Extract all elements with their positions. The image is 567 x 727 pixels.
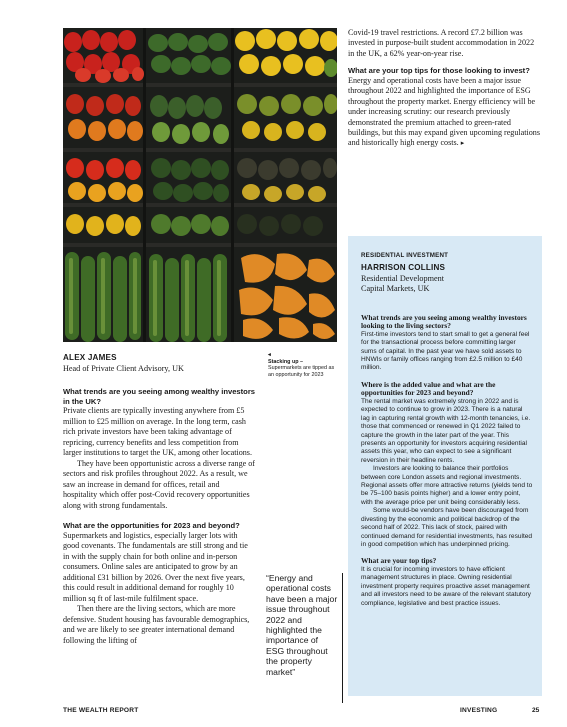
author-name: ALEX JAMES	[63, 353, 117, 362]
answer-2-paragraph-1: The rental market was extremely strong in 2022 and is expected to continue to grow in 2023. There is a natural lag in capturing rental growth with 12-month tenancies, i.e. those that commenced or renewed in Q1 2022 failed to capture the growth in the later part of the year. This presents an opportunity for investors acquiring residential assets this year, who can expect to see a significant reversion in their headline rents.	[361, 398, 531, 464]
answer-3: It is crucial for incoming investors to have efficient management structures in place. Owning residential investment property requires proactive asset management and all investors need to be aware of the relevant statutory compliance, legislative and best practice issues.	[361, 565, 531, 607]
question-3: What are your top tips?	[361, 556, 437, 566]
question-1: What trends are you seeing among wealthy investors in the UK?	[63, 387, 256, 406]
left-column	[63, 353, 255, 646]
residential-investment-box	[348, 236, 542, 696]
page-number: 25	[532, 707, 540, 714]
footer-publication: THE WEALTH REPORT	[63, 707, 139, 714]
answer-2-paragraph-2: Then there are the living sectors, which are more defensive. Student housing has favourable demographics, and we are likely to see greater international demand following the lifting of	[63, 604, 250, 645]
author-name: HARRISON COLLINS	[361, 263, 446, 272]
supermarket-produce-photo	[63, 28, 337, 342]
author-role-line2: Capital Markets, UK	[361, 284, 430, 294]
answer-1-paragraph-1: Private clients are typically investing anywhere from £5 million to £25 million on average. In the long term, cash rich private investors have been taking advantage of repricing, currency benefits and less competition from larger institutions to target the UK, among other locations.	[63, 406, 252, 458]
caption-text: Supermarkets are tipped as an opportunity for 2023	[268, 365, 335, 378]
answer-1: First-time investors tend to start small to get a general feel for the transactional process before committing larger sums of capital. In the past year we have sold assets to HNWIs or family offices ranging from £2.5 million to £40 million.	[361, 330, 530, 372]
top-right-column	[348, 28, 542, 149]
intro-paragraph: Covid-19 travel restrictions. A record £7.2 billion was invested in purpose-built student accommodation in 2022 in the UK, a 62% year-on-year rise.	[348, 28, 535, 58]
author-role-line1: Residential Development	[361, 274, 444, 283]
question-2: What are the opportunities for 2023 and beyond?	[63, 521, 240, 531]
author-role: Head of Private Client Advisory, UK	[63, 364, 184, 373]
pull-quote: “Energy and operational costs have been a major issue throughout 2022 and highlighted the importance of ESG throughout the property market”	[266, 573, 343, 703]
answer-1-paragraph-2: They have been opportunistic across a diverse range of sectors and risk profiles throughout 2022. As a result, we saw an increase in demand for offices, retail and hospitality which offer post-Covid recovery opportunities along with strong fundamentals.	[63, 458, 255, 510]
answer-2-paragraph-2: Investors are looking to balance their portfolios between core London assets and regional investments. Regional assets offer more attractive returns (yields tend to be 75–100 basis points higher) and a lower entry point, with the average price per unit being considerably less.	[361, 465, 533, 506]
answer-2-paragraph-1: Supermarkets and logistics, especially larger lots with good covenants. The fundamentals are still strong and tie in with the supply chain for both online and in-person consumers. Online sales are anticipated to grow by an additional £31 billion by 2026. Over the next five years, this could result in additional demand for roughly 10 million sq ft of last-mile fulfilment space.	[63, 530, 248, 603]
produce-illustration	[63, 28, 337, 342]
tips-answer-text: Energy and operational costs have been a major issue throughout 2022 and highlighted the importance of ESG throughout the property market. Energy efficiency will be under increasing scrutiny: our research previously demonstrated the premium attached to green-rated buildings, but this may expand given upcoming regulations and historically high energy costs.	[348, 76, 540, 148]
answer-2-paragraph-3: Some would-be vendors have been discouraged from divesting by the economic and political backdrop of the second half of 2022. This lack of stock, paired with continued demand for residential investments, has resulted in good competition which has underpinned pricing.	[361, 507, 533, 548]
end-arrow-icon: ▸	[460, 139, 465, 148]
question-2: Where is the added value and what are the opportunities for 2023 and beyond?	[361, 379, 496, 398]
caption-arrow-icon: ◂	[268, 352, 271, 358]
question-1: What trends are you seeing among wealthy investors looking to the living sectors?	[361, 312, 527, 331]
section-kicker: RESIDENTIAL INVESTMENT	[361, 252, 449, 259]
footer-section: INVESTING	[460, 707, 498, 714]
tips-answer	[348, 76, 542, 149]
caption-head: Stacking up –	[268, 358, 304, 365]
tips-question: What are your top tips for those looking to invest?	[348, 66, 530, 76]
photo-caption	[268, 352, 338, 378]
